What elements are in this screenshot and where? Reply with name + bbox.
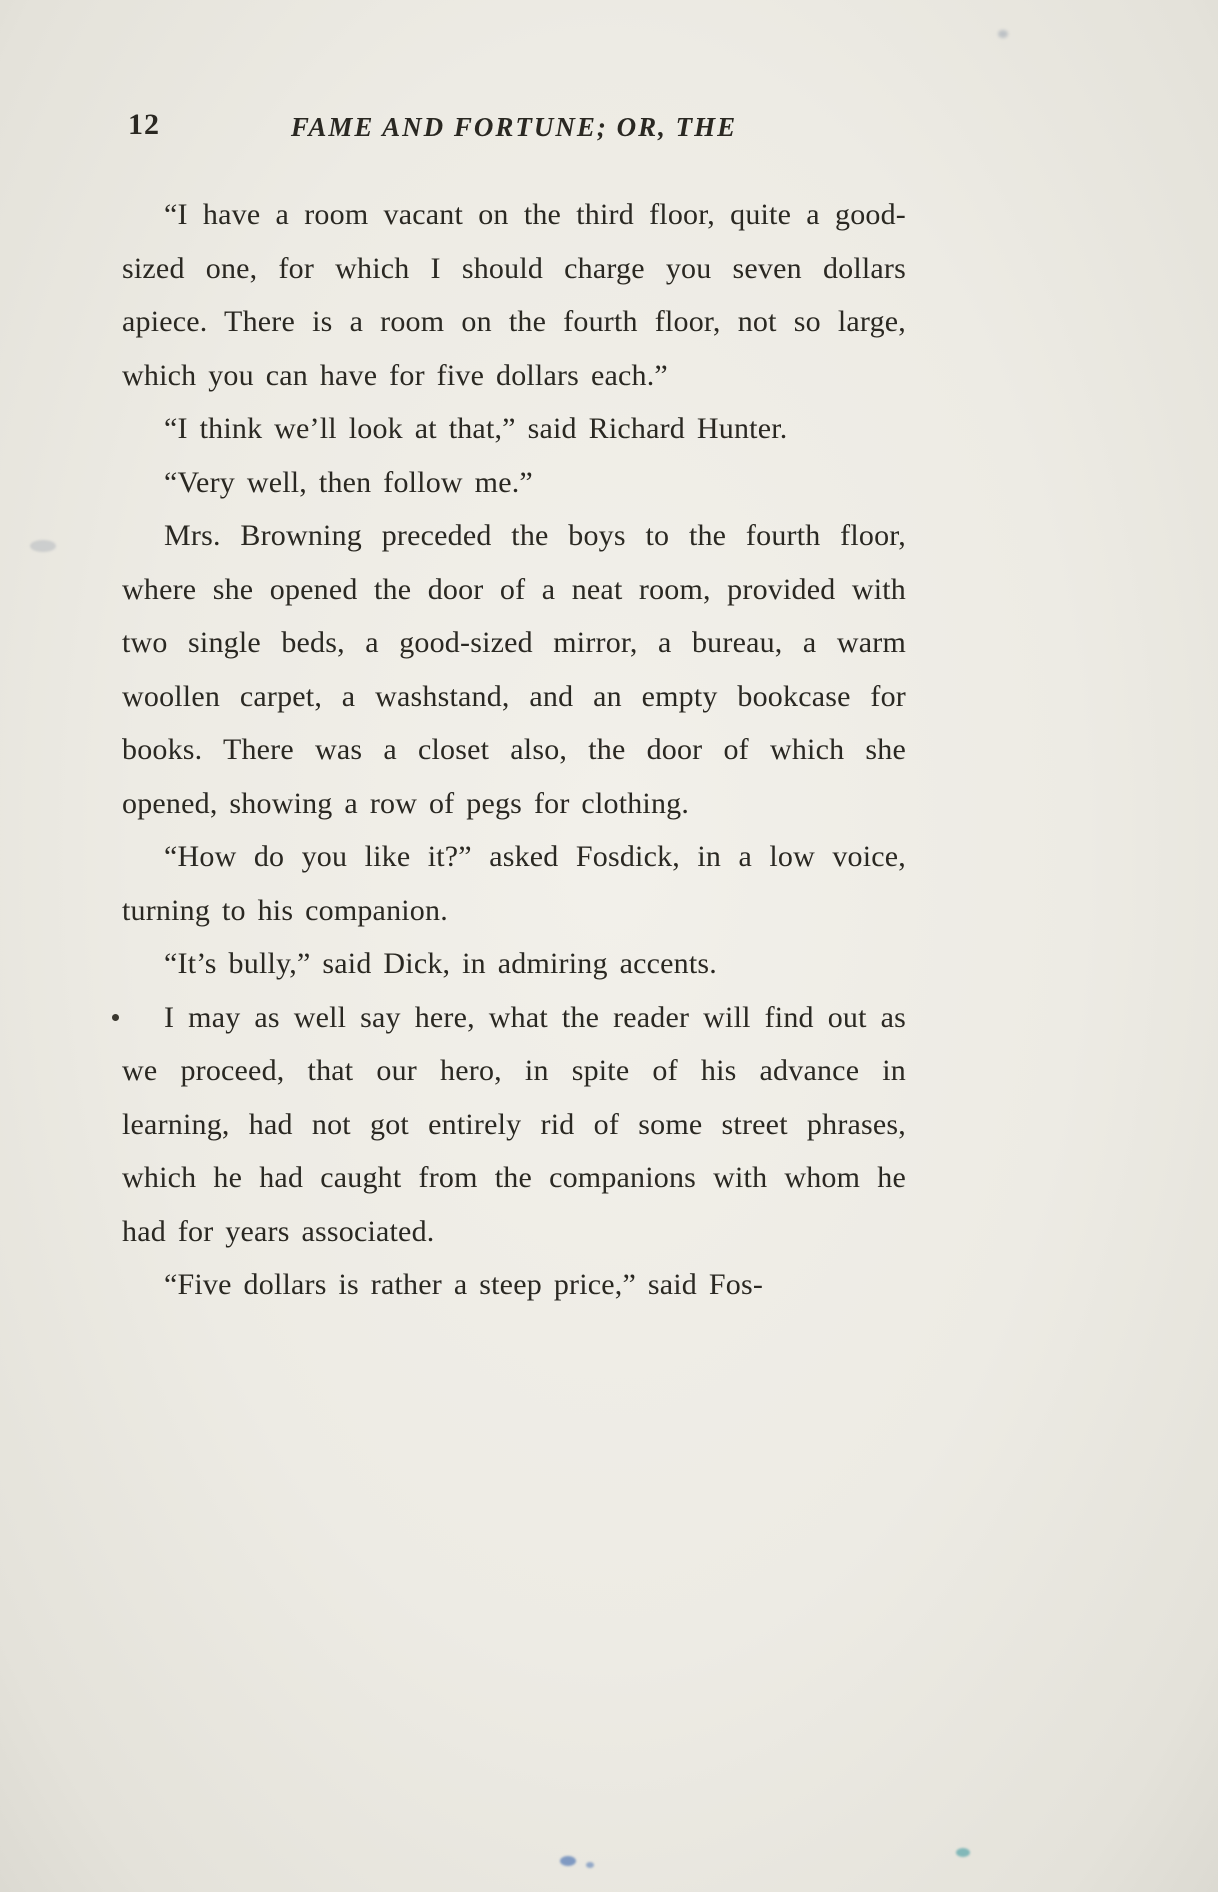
page-content — [122, 98, 906, 1312]
print-dot-artifact — [112, 1014, 119, 1021]
page-number: 12 — [128, 108, 160, 141]
paragraph-4: Mrs. Browning preceded the boys to the fourth floor, where she opened the door of a neat room, provided with two single beds, a good-sized mirror, a bureau, a warm woollen carpet, a washstand, and an empty bookcase for books. There was a closet also, the door of which she opened, showing a row of pegs for clothing. — [122, 519, 906, 820]
scan-speck-artifact — [586, 1862, 594, 1868]
scan-smudge-artifact — [30, 540, 56, 552]
scan-speck-artifact — [956, 1848, 970, 1857]
paragraph-7: I may as well say here, what the reader will find out as we proceed, that our hero, in spite of his advance in learning, had not got entirely rid of some street phrases, which he had caught from the companions with whom he had for years associated. — [122, 1000, 906, 1248]
page-header — [122, 98, 906, 156]
paragraph-2: “I think we’ll look at that,” said Richard Hunter. — [164, 412, 788, 445]
paragraph-3: “Very well, then follow me.” — [164, 465, 533, 499]
scan-speck-artifact — [998, 30, 1008, 38]
scan-speck-artifact — [560, 1856, 576, 1866]
paragraph-6: “It’s bully,” said Dick, in admiring accents. — [164, 947, 717, 980]
paragraph-1: “I have a room vacant on the third floor, quite a good-sized one, for which I should charge you seven dollars apiece. There is a room on the fourth floor, not so large, which you can have for five dollars each.” — [122, 198, 906, 392]
paragraph-5: “How do you like it?” asked Fosdick, in a low voice, turning to his companion. — [122, 840, 906, 927]
running-header: FAME AND FORTUNE; OR, THE — [290, 112, 738, 142]
paragraph-8: “Five dollars is rather a steep price,” said Fos- — [164, 1268, 764, 1301]
page-body — [122, 188, 906, 1312]
